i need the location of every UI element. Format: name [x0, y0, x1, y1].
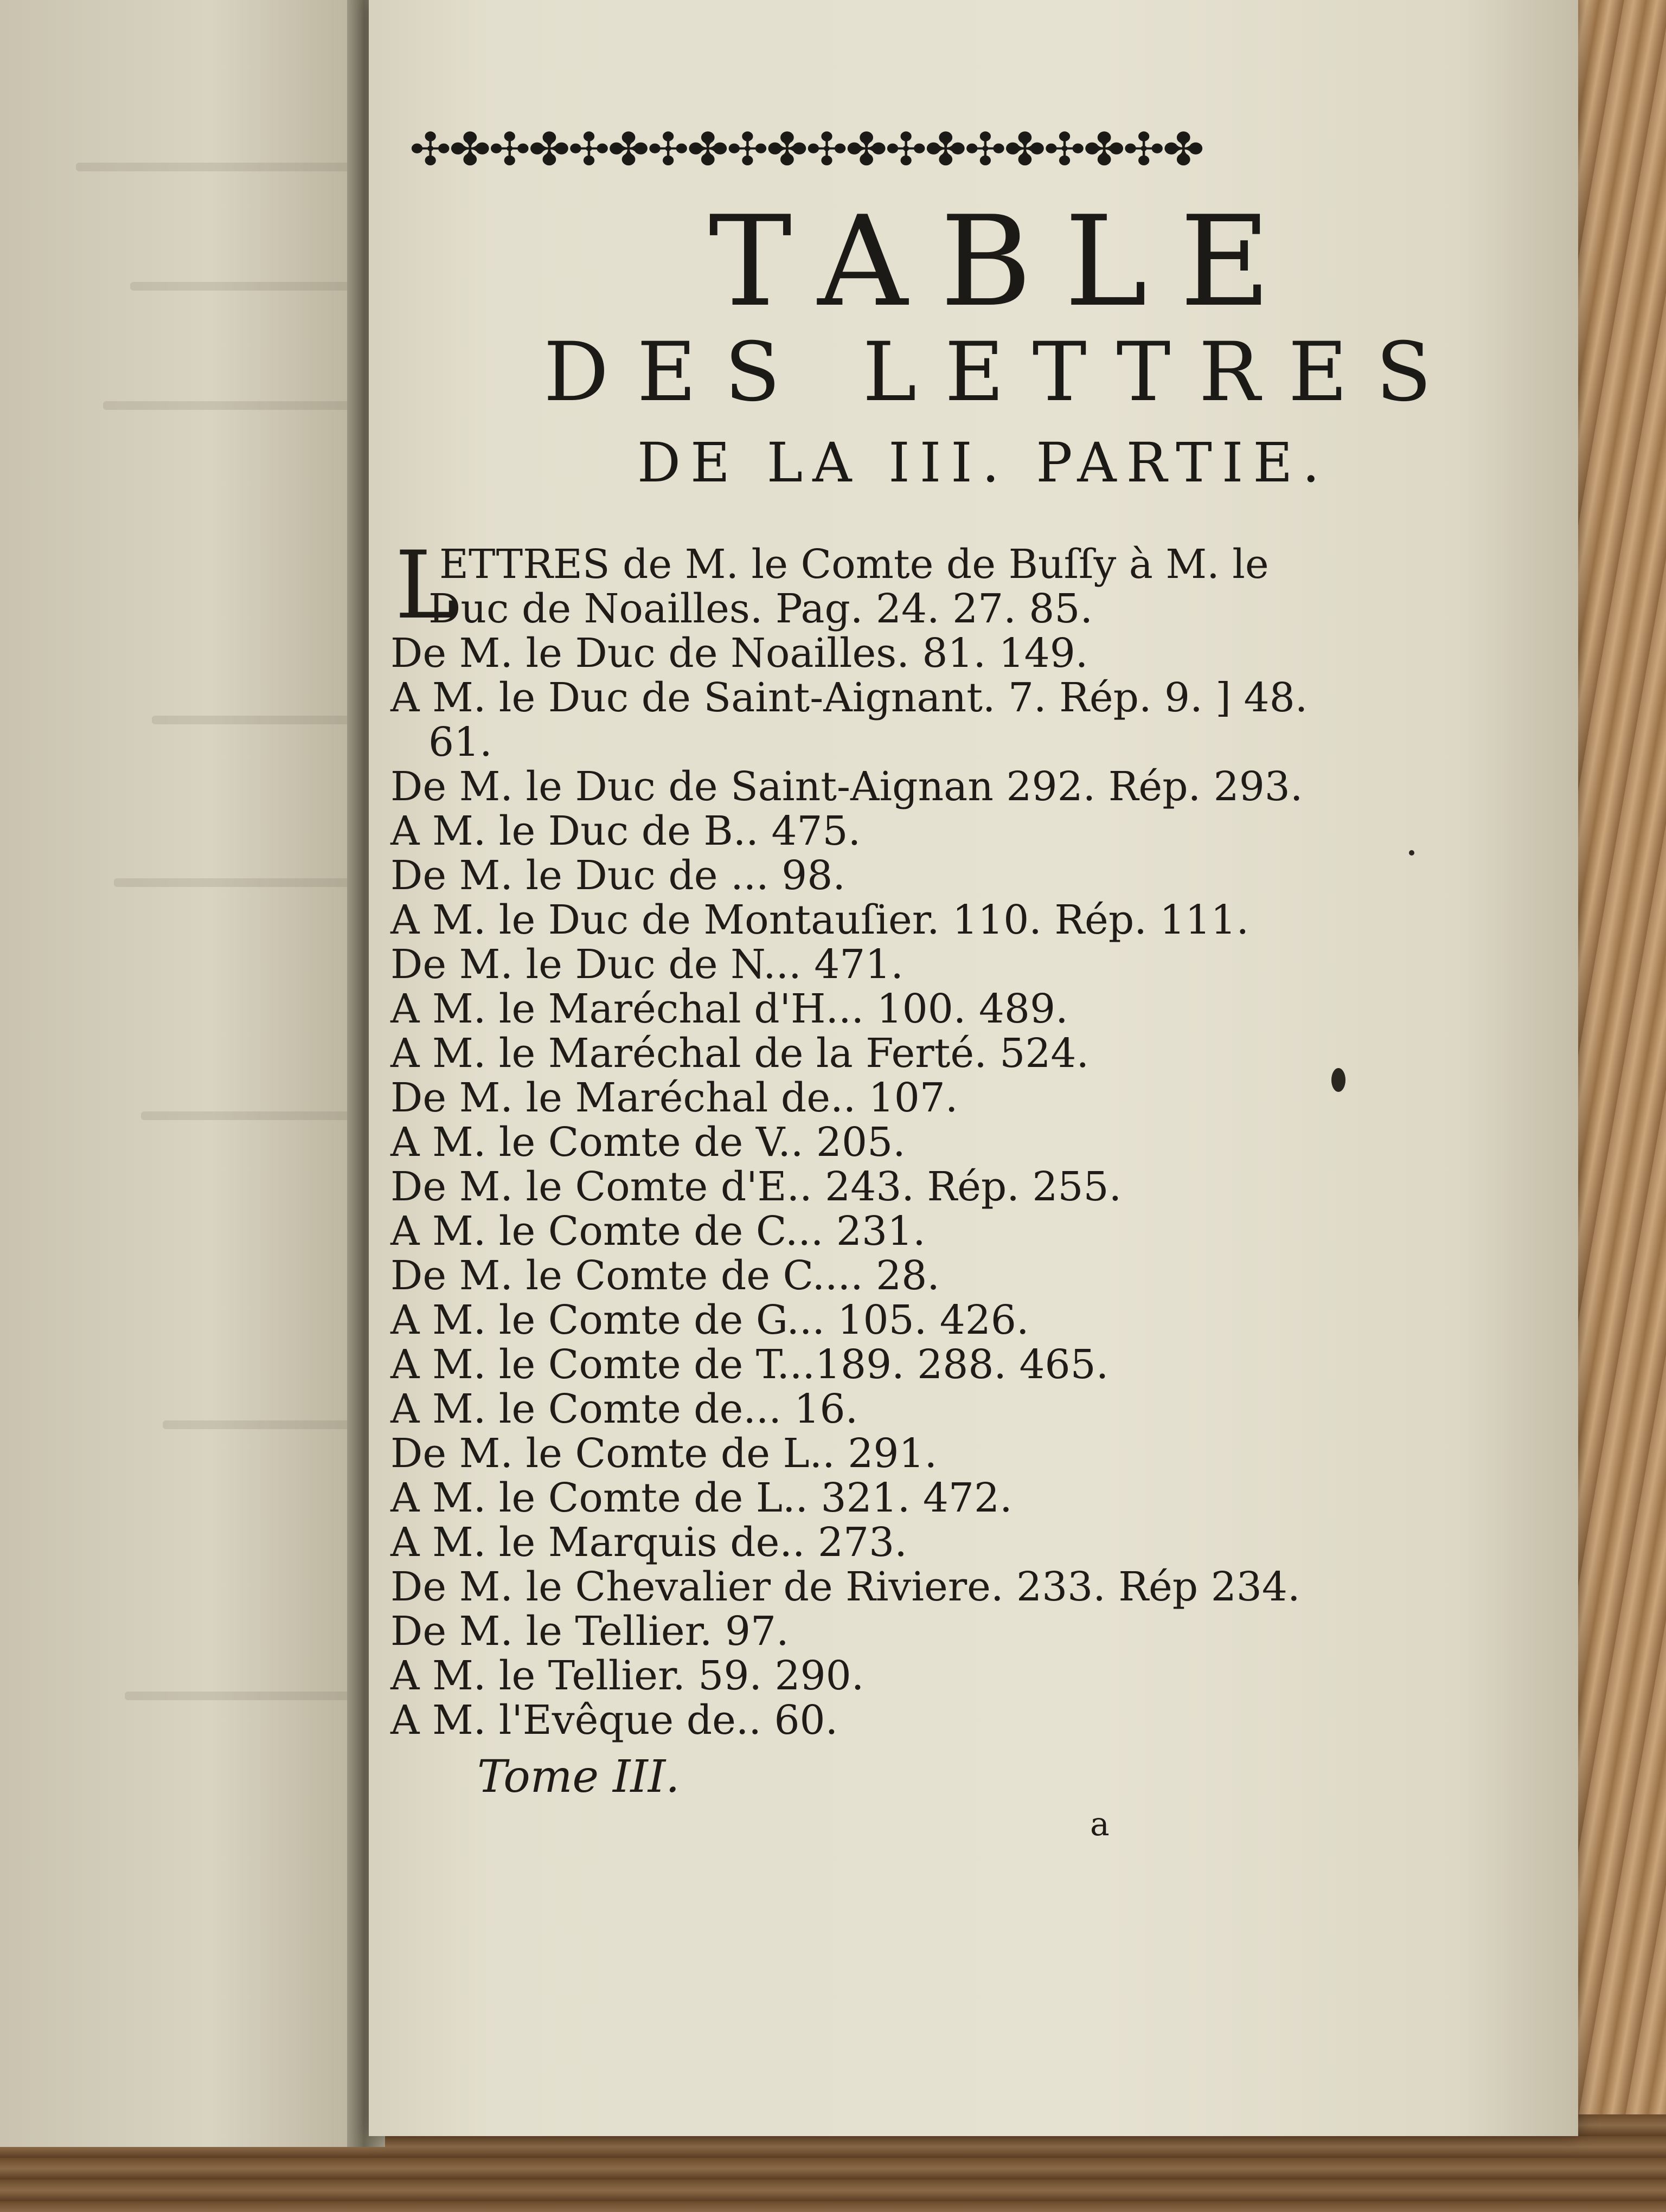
- index-entry: A M. le Duc de Montauſier. 110. Rép. 111.: [390, 897, 1250, 943]
- index-entry: A M. le Duc de B.. 475.: [390, 808, 861, 854]
- left-page: [0, 0, 380, 2147]
- page-title: TABLE: [708, 190, 1304, 335]
- index-entry: De M. le Duc de ... 98.: [390, 852, 845, 899]
- index-entry: De M. le Duc de Noailles. 81. 149.: [390, 630, 1088, 677]
- volume-signature: Tome III.: [477, 1751, 680, 1803]
- index-entry: De M. le Comte d'E.. 243. Rép. 255.: [390, 1163, 1122, 1210]
- index-entry: De M. le Chevalier de Riviere. 233. Rép 234.: [390, 1564, 1300, 1610]
- ink-spot: [1331, 1068, 1345, 1092]
- ornament-glyphs: ✣✤✣✤✣✤✣✤✣✤✣✤✣✤✣✤✣✤✣✤: [409, 123, 1202, 176]
- index-entry: A M. le Comte de L.. 321. 472.: [390, 1475, 1013, 1521]
- index-entry: A M. le Comte de... 16.: [390, 1386, 858, 1432]
- index-entry: A M. le Comte de G... 105. 426.: [390, 1297, 1029, 1343]
- ink-spot: [1409, 850, 1414, 856]
- drop-cap: L: [395, 531, 457, 640]
- index-entry: A M. le Maréchal de la Ferté. 524.: [390, 1030, 1090, 1077]
- index-entry: De M. le Maréchal de.. 107.: [390, 1075, 958, 1121]
- index-entry: A M. le Duc de Saint-Aignant. 7. Rép. 9. ] 48.: [390, 674, 1308, 721]
- index-entry: A M. le Tellier. 59. 290.: [390, 1652, 864, 1699]
- ornament-band: [409, 119, 1337, 179]
- printer-signature-mark: a: [1090, 1805, 1110, 1843]
- index-entry-continuation: Duc de Noailles. Pag. 24. 27. 85.: [428, 586, 1093, 632]
- bleed-through-text: [103, 401, 358, 410]
- index-entry: De M. le Comte de C.... 28.: [390, 1252, 940, 1299]
- bleed-through-text: [152, 716, 358, 724]
- index-entry: De M. le Duc de N... 471.: [390, 941, 904, 988]
- bleed-through-text: [163, 1420, 358, 1429]
- bleed-through-text: [76, 163, 358, 171]
- page-subtitle: DES LETTRES: [543, 325, 1460, 420]
- index-entry: De M. le Comte de L.. 291.: [390, 1430, 937, 1477]
- index-entry: A M. le Comte de T...189. 288. 465.: [390, 1341, 1109, 1388]
- entry-text: ETTRES de M. le Comte de Buſſy à M. le: [439, 541, 1269, 588]
- bleed-through-text: [114, 878, 358, 887]
- letters-index: [390, 531, 1356, 1744]
- index-entry-continuation: 61.: [428, 719, 492, 766]
- index-entry: De M. le Tellier. 97.: [390, 1608, 789, 1655]
- index-entry: A M. le Maréchal d'H... 100. 489.: [390, 986, 1068, 1032]
- index-entry: De M. le Duc de Saint-Aignan 292. Rép. 293.: [390, 763, 1303, 810]
- bleed-through-text: [130, 282, 358, 291]
- index-entry: A M. l'Evêque de.. 60.: [390, 1697, 838, 1744]
- bleed-through-text: [125, 1692, 358, 1700]
- index-entry: A M. le Comte de V.. 205.: [390, 1119, 906, 1166]
- part-heading: DE LA III. PARTIE.: [637, 431, 1330, 494]
- index-entry: A M. le Comte de C... 231.: [390, 1208, 926, 1255]
- bleed-through-text: [141, 1111, 358, 1120]
- index-entry: A M. le Marquis de.. 273.: [390, 1519, 907, 1566]
